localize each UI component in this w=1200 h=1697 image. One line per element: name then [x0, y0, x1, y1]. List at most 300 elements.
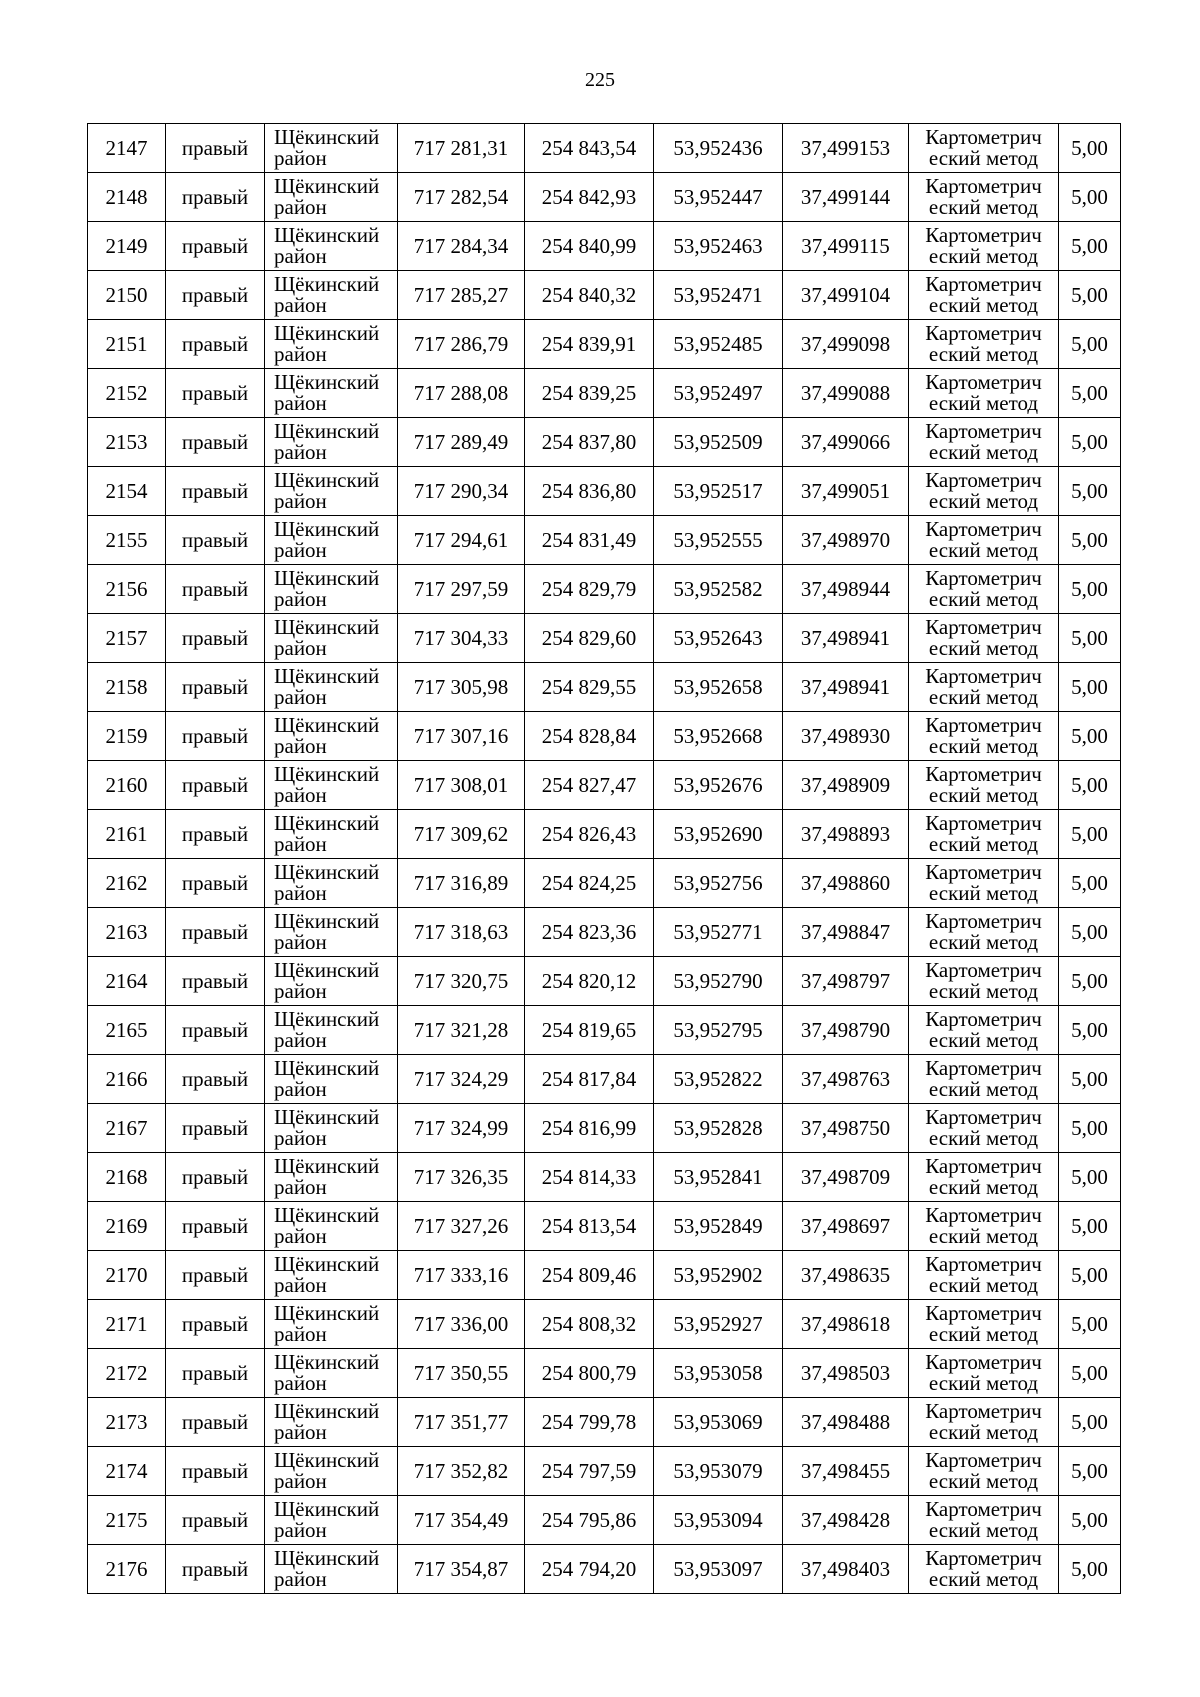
district-cell-line: район: [274, 1028, 327, 1052]
method-cell-line: Картометрич: [925, 1301, 1042, 1325]
page-number: 225: [585, 69, 615, 91]
accuracy-cell: 5,00: [1059, 369, 1121, 418]
method-cell-line: еский метод: [928, 489, 1039, 513]
y-coordinate-cell: 254 829,60: [525, 614, 654, 663]
y-coordinate-cell: 254 800,79: [525, 1349, 654, 1398]
accuracy-cell: 5,00: [1059, 1496, 1121, 1545]
district-cell-line: Щёкинский: [274, 1203, 380, 1227]
bank-side-cell: правый: [166, 1202, 265, 1251]
district-cell: [265, 1447, 398, 1496]
method-cell: [909, 1251, 1059, 1300]
method-cell: [909, 1153, 1059, 1202]
district-cell: [265, 1202, 398, 1251]
y-coordinate-cell: 254 840,32: [525, 271, 654, 320]
district-cell: [265, 418, 398, 467]
x-coordinate-cell: 717 286,79: [398, 320, 525, 369]
longitude-cell: 37,498428: [783, 1496, 909, 1545]
latitude-cell: 53,952902: [654, 1251, 783, 1300]
point-number-cell: 2148: [88, 173, 166, 222]
longitude-cell: 37,498893: [783, 810, 909, 859]
table-row: [88, 1349, 1121, 1398]
latitude-cell: 53,952756: [654, 859, 783, 908]
point-number-cell: 2156: [88, 565, 166, 614]
method-cell-line: еский метод: [928, 930, 1039, 954]
district-cell-line: район: [274, 734, 327, 758]
table-row: [88, 761, 1121, 810]
point-number-cell: 2170: [88, 1251, 166, 1300]
method-cell-line: Картометрич: [925, 1007, 1042, 1031]
district-cell-line: район: [274, 293, 327, 317]
table-row: [88, 908, 1121, 957]
district-cell-line: Щёкинский: [274, 860, 380, 884]
method-cell: [909, 173, 1059, 222]
x-coordinate-cell: 717 290,34: [398, 467, 525, 516]
y-coordinate-cell: 254 836,80: [525, 467, 654, 516]
x-coordinate-cell: 717 308,01: [398, 761, 525, 810]
bank-side-cell: правый: [166, 124, 265, 173]
method-cell: [909, 761, 1059, 810]
bank-side-cell: правый: [166, 1251, 265, 1300]
latitude-cell: 53,952509: [654, 418, 783, 467]
district-cell: [265, 271, 398, 320]
district-cell-line: район: [274, 391, 327, 415]
accuracy-cell: 5,00: [1059, 1447, 1121, 1496]
y-coordinate-cell: 254 808,32: [525, 1300, 654, 1349]
method-cell-line: еский метод: [928, 244, 1039, 268]
longitude-cell: 37,498860: [783, 859, 909, 908]
y-coordinate-cell: 254 828,84: [525, 712, 654, 761]
table-row: [88, 418, 1121, 467]
method-cell: [909, 516, 1059, 565]
district-cell: [265, 1251, 398, 1300]
district-cell: [265, 1398, 398, 1447]
longitude-cell: 37,498750: [783, 1104, 909, 1153]
point-number-cell: 2150: [88, 271, 166, 320]
method-cell: [909, 222, 1059, 271]
district-cell-line: Щёкинский: [274, 1105, 380, 1129]
bank-side-cell: правый: [166, 565, 265, 614]
district-cell-line: Щёкинский: [274, 664, 380, 688]
method-cell: [909, 1300, 1059, 1349]
method-cell-line: еский метод: [928, 1175, 1039, 1199]
method-cell: [909, 957, 1059, 1006]
district-cell-line: Щёкинский: [274, 1497, 380, 1521]
x-coordinate-cell: 717 285,27: [398, 271, 525, 320]
x-coordinate-cell: 717 352,82: [398, 1447, 525, 1496]
district-cell: [265, 1300, 398, 1349]
district-cell-line: Щёкинский: [274, 321, 380, 345]
accuracy-cell: 5,00: [1059, 1251, 1121, 1300]
method-cell: [909, 1349, 1059, 1398]
method-cell: [909, 1202, 1059, 1251]
latitude-cell: 53,952676: [654, 761, 783, 810]
x-coordinate-cell: 717 294,61: [398, 516, 525, 565]
district-cell-line: район: [274, 1567, 327, 1591]
y-coordinate-cell: 254 816,99: [525, 1104, 654, 1153]
district-cell: [265, 810, 398, 859]
latitude-cell: 53,952517: [654, 467, 783, 516]
method-cell-line: Картометрич: [925, 223, 1042, 247]
district-cell-line: район: [274, 979, 327, 1003]
district-cell-line: Щёкинский: [274, 419, 380, 443]
point-number-cell: 2153: [88, 418, 166, 467]
accuracy-cell: 5,00: [1059, 1398, 1121, 1447]
method-cell-line: еский метод: [928, 391, 1039, 415]
bank-side-cell: правый: [166, 1300, 265, 1349]
method-cell: [909, 1447, 1059, 1496]
method-cell-line: Картометрич: [925, 811, 1042, 835]
district-cell: [265, 1349, 398, 1398]
district-cell-line: Щёкинский: [274, 468, 380, 492]
x-coordinate-cell: 717 304,33: [398, 614, 525, 663]
y-coordinate-cell: 254 813,54: [525, 1202, 654, 1251]
district-cell: [265, 957, 398, 1006]
accuracy-cell: 5,00: [1059, 516, 1121, 565]
method-cell-line: Картометрич: [925, 664, 1042, 688]
bank-side-cell: правый: [166, 1496, 265, 1545]
accuracy-cell: 5,00: [1059, 1349, 1121, 1398]
longitude-cell: 37,498488: [783, 1398, 909, 1447]
table-row: [88, 1006, 1121, 1055]
method-cell-line: Картометрич: [925, 566, 1042, 590]
method-cell-line: Картометрич: [925, 909, 1042, 933]
y-coordinate-cell: 254 842,93: [525, 173, 654, 222]
district-cell-line: район: [274, 146, 327, 170]
accuracy-cell: 5,00: [1059, 418, 1121, 467]
method-cell-line: еский метод: [928, 1322, 1039, 1346]
point-number-cell: 2157: [88, 614, 166, 663]
x-coordinate-cell: 717 307,16: [398, 712, 525, 761]
bank-side-cell: правый: [166, 810, 265, 859]
table-row: [88, 1055, 1121, 1104]
bank-side-cell: правый: [166, 908, 265, 957]
y-coordinate-cell: 254 839,91: [525, 320, 654, 369]
table-row: [88, 1202, 1121, 1251]
table-row: [88, 271, 1121, 320]
accuracy-cell: 5,00: [1059, 810, 1121, 859]
point-number-cell: 2172: [88, 1349, 166, 1398]
latitude-cell: 53,953094: [654, 1496, 783, 1545]
method-cell-line: Картометрич: [925, 1252, 1042, 1276]
table-row: [88, 565, 1121, 614]
latitude-cell: 53,952841: [654, 1153, 783, 1202]
accuracy-cell: 5,00: [1059, 859, 1121, 908]
method-cell: [909, 1398, 1059, 1447]
method-cell-line: Картометрич: [925, 370, 1042, 394]
y-coordinate-cell: 254 824,25: [525, 859, 654, 908]
table-row: [88, 810, 1121, 859]
method-cell-line: еский метод: [928, 587, 1039, 611]
point-number-cell: 2160: [88, 761, 166, 810]
latitude-cell: 53,953097: [654, 1545, 783, 1594]
point-number-cell: 2163: [88, 908, 166, 957]
point-number-cell: 2159: [88, 712, 166, 761]
method-cell-line: еский метод: [928, 1371, 1039, 1395]
method-cell-line: еский метод: [928, 1469, 1039, 1493]
district-cell-line: Щёкинский: [274, 1448, 380, 1472]
accuracy-cell: 5,00: [1059, 1006, 1121, 1055]
table-row: [88, 320, 1121, 369]
accuracy-cell: 5,00: [1059, 614, 1121, 663]
district-cell: [265, 908, 398, 957]
method-cell-line: Картометрич: [925, 860, 1042, 884]
accuracy-cell: 5,00: [1059, 222, 1121, 271]
method-cell-line: еский метод: [928, 881, 1039, 905]
bank-side-cell: правый: [166, 271, 265, 320]
longitude-cell: 37,498797: [783, 957, 909, 1006]
bank-side-cell: правый: [166, 663, 265, 712]
point-number-cell: 2158: [88, 663, 166, 712]
table-body: [88, 124, 1121, 1594]
x-coordinate-cell: 717 327,26: [398, 1202, 525, 1251]
bank-side-cell: правый: [166, 1545, 265, 1594]
district-cell-line: Щёкинский: [274, 566, 380, 590]
latitude-cell: 53,952771: [654, 908, 783, 957]
method-cell-line: еский метод: [928, 538, 1039, 562]
point-number-cell: 2149: [88, 222, 166, 271]
x-coordinate-cell: 717 305,98: [398, 663, 525, 712]
bank-side-cell: правый: [166, 320, 265, 369]
district-cell-line: район: [274, 685, 327, 709]
method-cell-line: Картометрич: [925, 1056, 1042, 1080]
longitude-cell: 37,498847: [783, 908, 909, 957]
x-coordinate-cell: 717 282,54: [398, 173, 525, 222]
bank-side-cell: правый: [166, 1153, 265, 1202]
bank-side-cell: правый: [166, 467, 265, 516]
district-cell: [265, 467, 398, 516]
x-coordinate-cell: 717 309,62: [398, 810, 525, 859]
method-cell-line: Картометрич: [925, 762, 1042, 786]
bank-side-cell: правый: [166, 173, 265, 222]
district-cell: [265, 712, 398, 761]
method-cell: [909, 663, 1059, 712]
method-cell-line: еский метод: [928, 734, 1039, 758]
district-cell-line: район: [274, 832, 327, 856]
bank-side-cell: правый: [166, 1055, 265, 1104]
x-coordinate-cell: 717 336,00: [398, 1300, 525, 1349]
method-cell-line: еский метод: [928, 195, 1039, 219]
method-cell: [909, 908, 1059, 957]
district-cell-line: район: [274, 636, 327, 660]
latitude-cell: 53,953079: [654, 1447, 783, 1496]
district-cell-line: Щёкинский: [274, 223, 380, 247]
district-cell-line: район: [274, 1126, 327, 1150]
point-number-cell: 2166: [88, 1055, 166, 1104]
district-cell-line: Щёкинский: [274, 1399, 380, 1423]
table-row: [88, 1300, 1121, 1349]
longitude-cell: 37,498635: [783, 1251, 909, 1300]
latitude-cell: 53,952668: [654, 712, 783, 761]
accuracy-cell: 5,00: [1059, 565, 1121, 614]
longitude-cell: 37,498763: [783, 1055, 909, 1104]
x-coordinate-cell: 717 324,29: [398, 1055, 525, 1104]
y-coordinate-cell: 254 837,80: [525, 418, 654, 467]
y-coordinate-cell: 254 843,54: [525, 124, 654, 173]
method-cell-line: Картометрич: [925, 1203, 1042, 1227]
method-cell-line: Картометрич: [925, 174, 1042, 198]
method-cell-line: еский метод: [928, 1126, 1039, 1150]
longitude-cell: 37,498790: [783, 1006, 909, 1055]
district-cell-line: Щёкинский: [274, 1301, 380, 1325]
point-number-cell: 2173: [88, 1398, 166, 1447]
district-cell: [265, 516, 398, 565]
district-cell-line: Щёкинский: [274, 909, 380, 933]
y-coordinate-cell: 254 819,65: [525, 1006, 654, 1055]
point-number-cell: 2169: [88, 1202, 166, 1251]
method-cell-line: еский метод: [928, 342, 1039, 366]
district-cell: [265, 1055, 398, 1104]
method-cell: [909, 810, 1059, 859]
accuracy-cell: 5,00: [1059, 663, 1121, 712]
point-number-cell: 2167: [88, 1104, 166, 1153]
longitude-cell: 37,499066: [783, 418, 909, 467]
x-coordinate-cell: 717 350,55: [398, 1349, 525, 1398]
district-cell: [265, 124, 398, 173]
x-coordinate-cell: 717 297,59: [398, 565, 525, 614]
district-cell: [265, 1104, 398, 1153]
method-cell-line: Картометрич: [925, 125, 1042, 149]
method-cell: [909, 1104, 1059, 1153]
bank-side-cell: правый: [166, 1349, 265, 1398]
method-cell: [909, 712, 1059, 761]
point-number-cell: 2155: [88, 516, 166, 565]
x-coordinate-cell: 717 320,75: [398, 957, 525, 1006]
y-coordinate-cell: 254 829,79: [525, 565, 654, 614]
coordinates-table: [87, 123, 1121, 1594]
district-cell-line: район: [274, 1077, 327, 1101]
district-cell: [265, 1545, 398, 1594]
district-cell-line: Щёкинский: [274, 1056, 380, 1080]
x-coordinate-cell: 717 318,63: [398, 908, 525, 957]
accuracy-cell: 5,00: [1059, 1300, 1121, 1349]
accuracy-cell: 5,00: [1059, 957, 1121, 1006]
method-cell-line: еский метод: [928, 979, 1039, 1003]
district-cell-line: район: [274, 1518, 327, 1542]
district-cell: [265, 1006, 398, 1055]
y-coordinate-cell: 254 826,43: [525, 810, 654, 859]
y-coordinate-cell: 254 809,46: [525, 1251, 654, 1300]
accuracy-cell: 5,00: [1059, 1055, 1121, 1104]
district-cell: [265, 222, 398, 271]
bank-side-cell: правый: [166, 1104, 265, 1153]
y-coordinate-cell: 254 799,78: [525, 1398, 654, 1447]
point-number-cell: 2147: [88, 124, 166, 173]
x-coordinate-cell: 717 324,99: [398, 1104, 525, 1153]
x-coordinate-cell: 717 288,08: [398, 369, 525, 418]
point-number-cell: 2168: [88, 1153, 166, 1202]
accuracy-cell: 5,00: [1059, 271, 1121, 320]
longitude-cell: 37,498503: [783, 1349, 909, 1398]
x-coordinate-cell: 717 333,16: [398, 1251, 525, 1300]
point-number-cell: 2154: [88, 467, 166, 516]
method-cell: [909, 1545, 1059, 1594]
method-cell: [909, 467, 1059, 516]
method-cell: [909, 124, 1059, 173]
district-cell-line: район: [274, 244, 327, 268]
point-number-cell: 2151: [88, 320, 166, 369]
method-cell-line: еский метод: [928, 1420, 1039, 1444]
latitude-cell: 53,952828: [654, 1104, 783, 1153]
latitude-cell: 53,952582: [654, 565, 783, 614]
method-cell-line: Картометрич: [925, 1497, 1042, 1521]
table-row: [88, 712, 1121, 761]
method-cell-line: еский метод: [928, 1567, 1039, 1591]
method-cell-line: еский метод: [928, 1273, 1039, 1297]
longitude-cell: 37,498618: [783, 1300, 909, 1349]
district-cell-line: Щёкинский: [274, 615, 380, 639]
district-cell-line: Щёкинский: [274, 125, 380, 149]
latitude-cell: 53,952643: [654, 614, 783, 663]
y-coordinate-cell: 254 817,84: [525, 1055, 654, 1104]
latitude-cell: 53,952790: [654, 957, 783, 1006]
point-number-cell: 2162: [88, 859, 166, 908]
method-cell-line: еский метод: [928, 1077, 1039, 1101]
point-number-cell: 2152: [88, 369, 166, 418]
latitude-cell: 53,952447: [654, 173, 783, 222]
latitude-cell: 53,953069: [654, 1398, 783, 1447]
x-coordinate-cell: 717 281,31: [398, 124, 525, 173]
method-cell-line: Картометрич: [925, 468, 1042, 492]
district-cell-line: район: [274, 1469, 327, 1493]
longitude-cell: 37,499051: [783, 467, 909, 516]
accuracy-cell: 5,00: [1059, 1202, 1121, 1251]
method-cell-line: еский метод: [928, 1028, 1039, 1052]
district-cell-line: район: [274, 783, 327, 807]
method-cell-line: Картометрич: [925, 713, 1042, 737]
latitude-cell: 53,953058: [654, 1349, 783, 1398]
district-cell-line: Щёкинский: [274, 272, 380, 296]
y-coordinate-cell: 254 797,59: [525, 1447, 654, 1496]
table-row: [88, 1104, 1121, 1153]
table-row: [88, 1447, 1121, 1496]
method-cell-line: еский метод: [928, 832, 1039, 856]
longitude-cell: 37,498709: [783, 1153, 909, 1202]
district-cell: [265, 663, 398, 712]
table-row: [88, 957, 1121, 1006]
method-cell-line: Картометрич: [925, 1154, 1042, 1178]
bank-side-cell: правый: [166, 957, 265, 1006]
x-coordinate-cell: 717 354,87: [398, 1545, 525, 1594]
district-cell: [265, 859, 398, 908]
method-cell-line: Картометрич: [925, 958, 1042, 982]
accuracy-cell: 5,00: [1059, 712, 1121, 761]
district-cell-line: Щёкинский: [274, 811, 380, 835]
point-number-cell: 2171: [88, 1300, 166, 1349]
method-cell: [909, 859, 1059, 908]
longitude-cell: 37,499153: [783, 124, 909, 173]
accuracy-cell: 5,00: [1059, 173, 1121, 222]
table-row: [88, 467, 1121, 516]
table-row: [88, 1398, 1121, 1447]
table-row: [88, 369, 1121, 418]
method-cell-line: Картометрич: [925, 419, 1042, 443]
method-cell: [909, 565, 1059, 614]
district-cell-line: Щёкинский: [274, 1350, 380, 1374]
district-cell-line: район: [274, 195, 327, 219]
method-cell: [909, 1055, 1059, 1104]
district-cell: [265, 614, 398, 663]
point-number-cell: 2165: [88, 1006, 166, 1055]
y-coordinate-cell: 254 820,12: [525, 957, 654, 1006]
accuracy-cell: 5,00: [1059, 320, 1121, 369]
latitude-cell: 53,952497: [654, 369, 783, 418]
method-cell: [909, 271, 1059, 320]
district-cell-line: Щёкинский: [274, 174, 380, 198]
longitude-cell: 37,498909: [783, 761, 909, 810]
y-coordinate-cell: 254 827,47: [525, 761, 654, 810]
method-cell-line: Картометрич: [925, 1105, 1042, 1129]
district-cell-line: район: [274, 440, 327, 464]
